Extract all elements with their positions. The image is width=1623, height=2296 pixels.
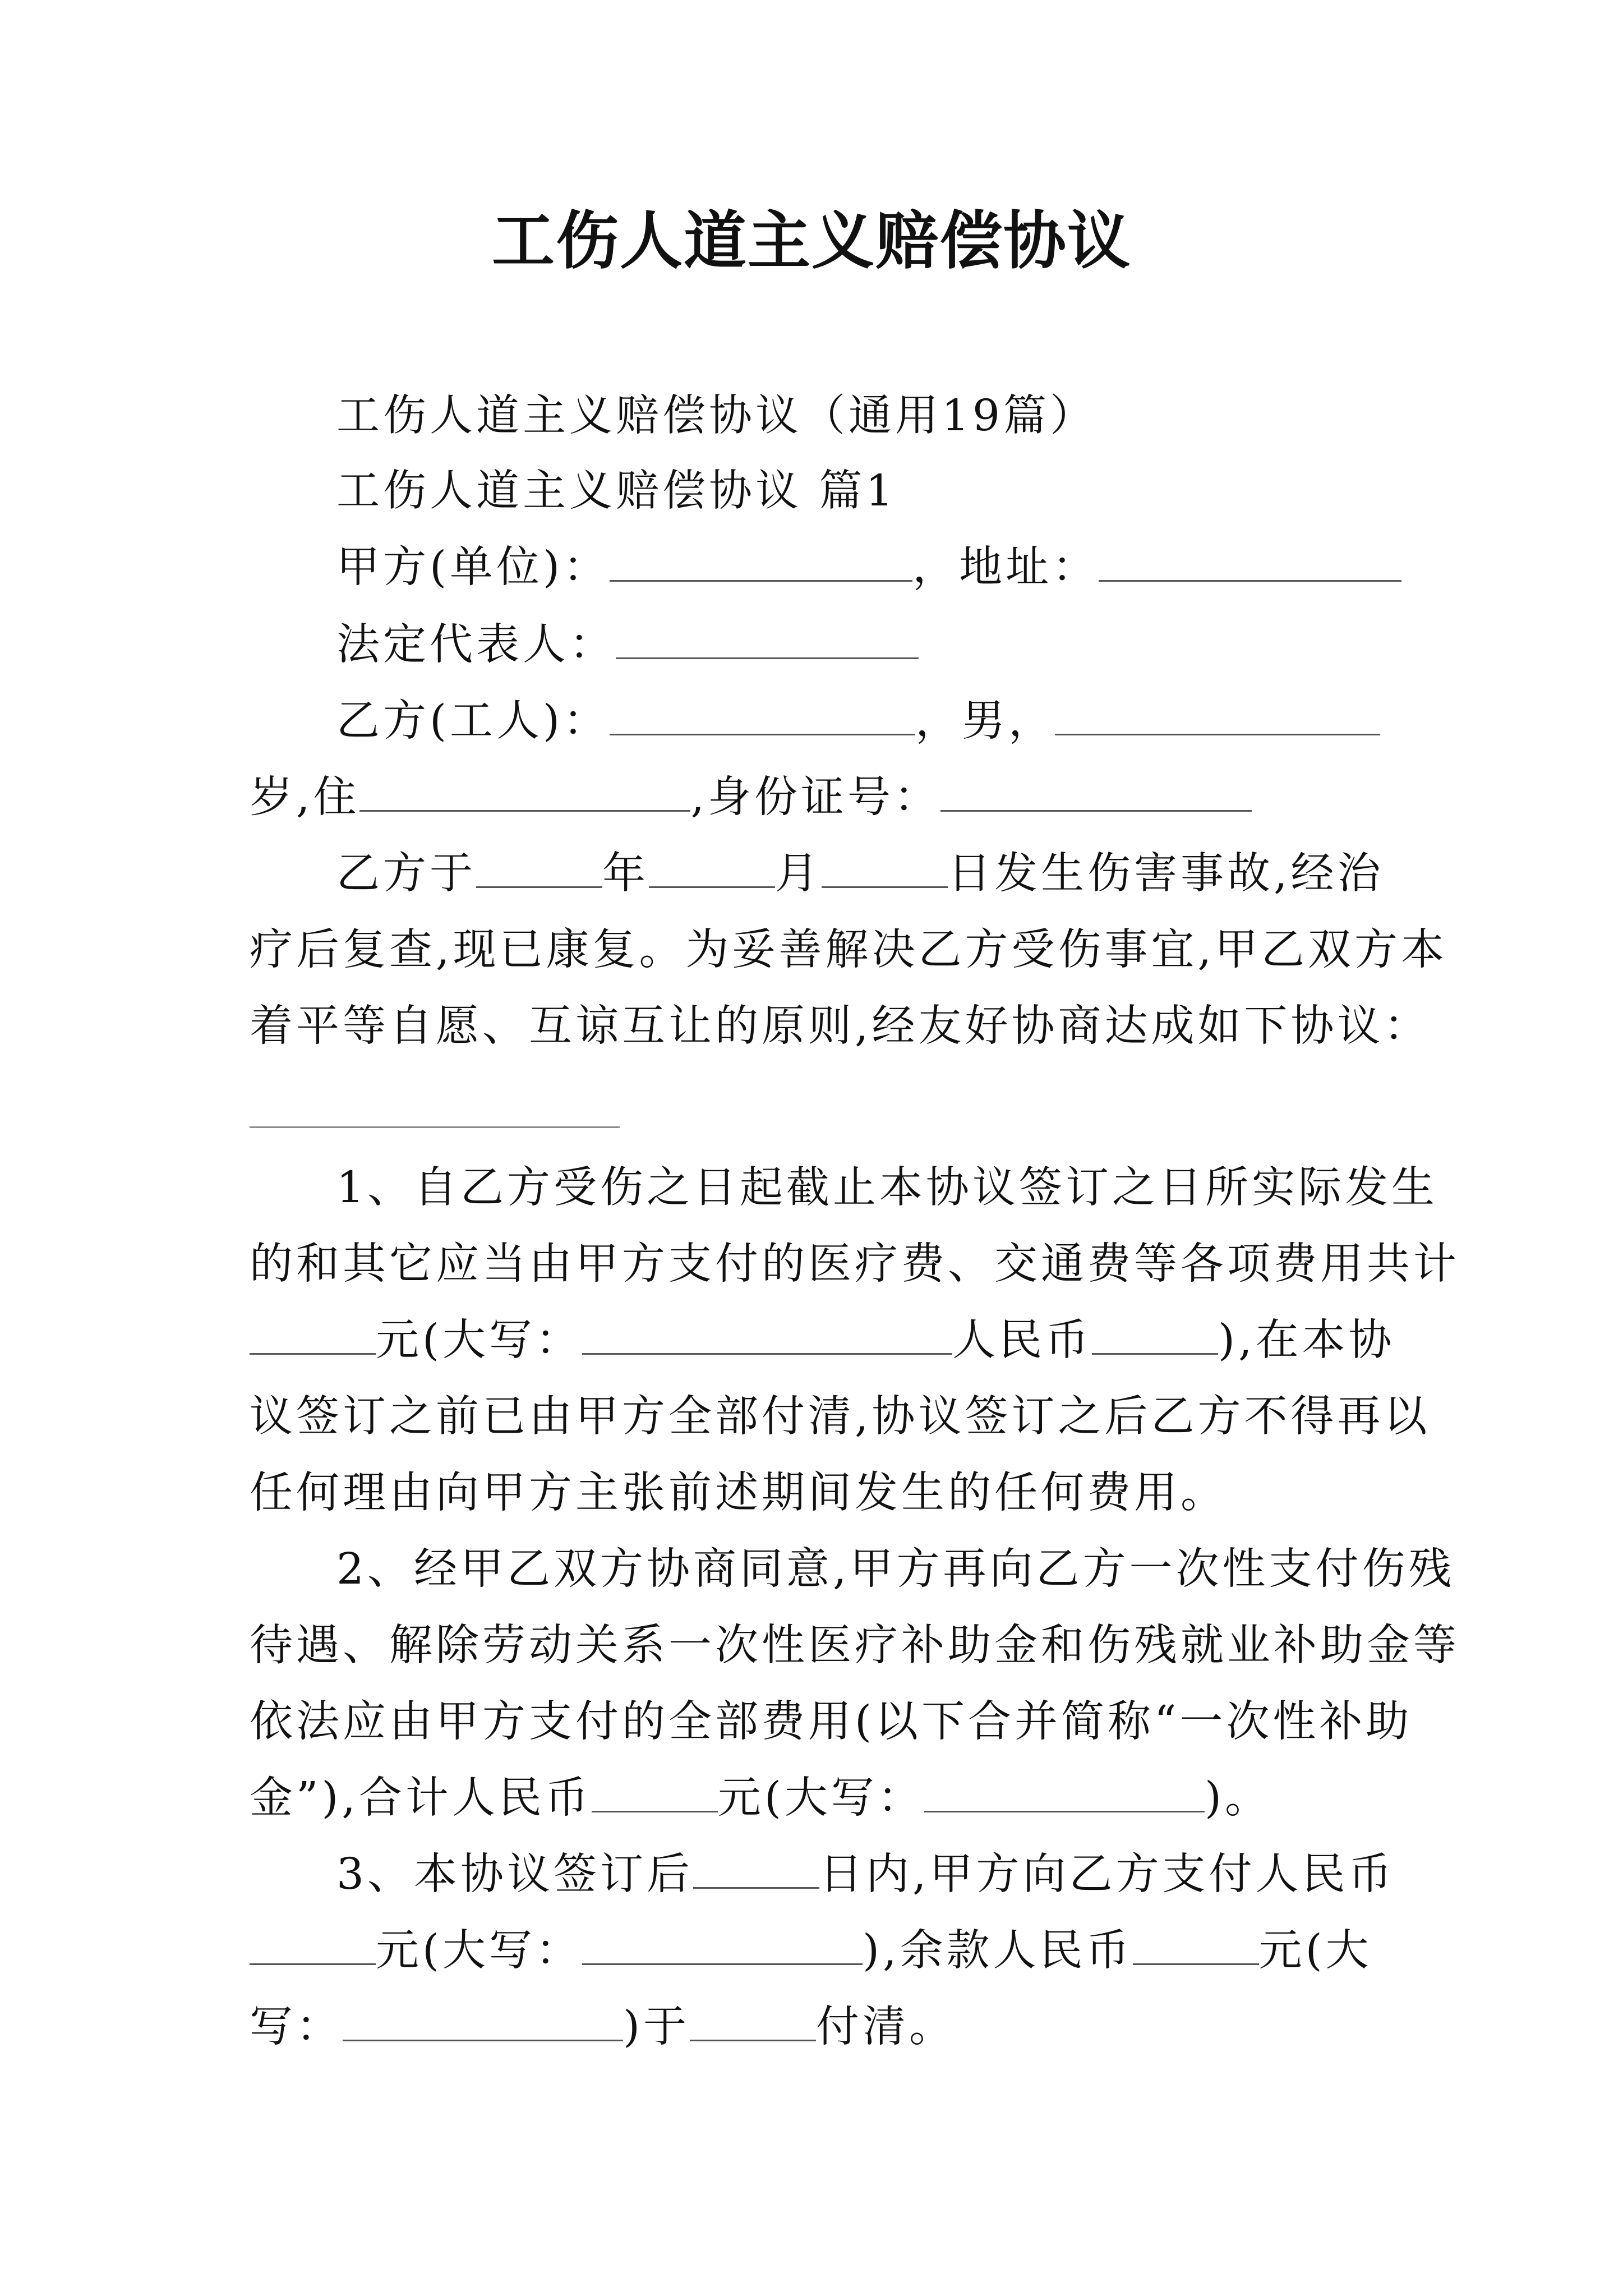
amount-words-blank <box>343 2007 623 2041</box>
chapter-heading: 工伤人道主义赔偿协议 篇1 <box>336 466 897 516</box>
amount-words-blank <box>924 1778 1205 1812</box>
party-b-line <box>336 693 1380 749</box>
id-blank <box>940 777 1252 812</box>
id-label: ,身份证号： <box>690 772 940 822</box>
clause-text: 人民币 <box>952 1315 1092 1365</box>
clause1-line-1: 1、自乙方受伤之日起截止本协议签订之日所实际发生 <box>336 1163 1438 1213</box>
day-blank <box>822 854 948 888</box>
accident-line-1 <box>336 846 1384 902</box>
clause3-line-1 <box>336 1847 1395 1903</box>
days-blank <box>693 1855 819 1889</box>
clause-text: 付清。 <box>816 2002 956 2052</box>
clause-text: 元(大写： <box>376 1315 583 1365</box>
accident-text: 日发生伤害事故,经治 <box>948 849 1384 899</box>
clause1-line-4: 议签订之前已由甲方全部付清,协议签订之后乙方不得再以 <box>250 1392 1431 1442</box>
party-a-unit-label: 甲方(单位)： <box>336 542 610 592</box>
clause-text: 3、本协议签订后 <box>336 1849 693 1899</box>
accident-text: 乙方于 <box>336 849 476 899</box>
clause-text: )于 <box>623 2002 690 2052</box>
clause2-line-4 <box>250 1770 1271 1826</box>
amount-blank <box>592 1778 718 1812</box>
age-blank <box>1055 701 1380 735</box>
amount-blank <box>1092 1320 1218 1355</box>
party-b-label: 乙方(工人)： <box>336 696 610 746</box>
amount-words-blank <box>582 1320 952 1355</box>
clause-text: 写： <box>250 2002 343 2052</box>
accident-line-2: 疗后复查,现已康复。为妥善解决乙方受伤事宜,甲乙双方本 <box>250 925 1447 975</box>
amount-words-blank <box>582 1931 863 1965</box>
clause-text: 日内,甲方向乙方支付人民币 <box>819 1849 1395 1899</box>
balance-blank <box>1133 1931 1259 1965</box>
year-blank <box>476 854 602 888</box>
accident-line-3: 着平等自愿、互谅互让的原则,经友好协商达成如下协议： <box>250 1001 1431 1051</box>
clause3-line-2 <box>250 1923 1372 1979</box>
residence-id-line <box>250 770 1252 826</box>
clause-text: )。 <box>1204 1773 1271 1823</box>
clause-text: 元(大 <box>1258 1926 1372 1976</box>
month-blank <box>649 854 775 888</box>
clause2-line-2: 待遇、解除劳动关系一次性医疗补助金和伤残就业补助金等 <box>250 1621 1460 1671</box>
clause3-line-3 <box>250 1999 956 2055</box>
legal-rep-line <box>336 617 919 673</box>
clause-text: 元(大写： <box>376 1926 583 1976</box>
document-title: 工伤人道主义赔偿协议 <box>492 204 1131 278</box>
separator-line <box>250 1126 620 1128</box>
amount-blank <box>250 1931 376 1965</box>
clause-text: 元(大写： <box>717 1773 924 1823</box>
age-live-label: 岁,住 <box>250 772 360 822</box>
clause1-line-3 <box>250 1313 1395 1369</box>
year-label: 年 <box>602 849 649 899</box>
clause1-line-2: 的和其它应当由甲方支付的医疗费、交通费等各项费用共计 <box>250 1239 1460 1289</box>
comma: ， <box>912 542 960 592</box>
clause-text: ),在本协 <box>1218 1315 1395 1365</box>
legal-rep-label: 法定代表人： <box>336 620 616 670</box>
month-label: 月 <box>775 849 822 899</box>
clause-text: ),余款人民币 <box>863 1926 1133 1976</box>
clause2-line-3: 依法应由甲方支付的全部费用(以下合并简称“一次性补助 <box>250 1697 1413 1747</box>
party-b-name-blank <box>610 701 915 735</box>
male-label: ，男， <box>915 696 1055 746</box>
legal-rep-blank <box>616 625 919 659</box>
clause1-line-5: 任何理由向甲方主张前述期间发生的任何费用。 <box>250 1468 1227 1518</box>
date-blank <box>690 2007 816 2041</box>
document-subtitle: 工伤人道主义赔偿协议（通用19篇） <box>336 391 1096 441</box>
party-a-unit-blank <box>610 547 912 582</box>
residence-blank <box>359 777 690 812</box>
party-a-line <box>336 540 1401 596</box>
address-label: 地址： <box>959 542 1099 592</box>
amount-blank <box>250 1320 376 1355</box>
clause-text: 金”),合计人民币 <box>250 1773 592 1823</box>
address-blank <box>1099 547 1401 582</box>
clause2-line-1: 2、经甲乙双方协商同意,甲方再向乙方一次性支付伤残 <box>336 1544 1455 1594</box>
